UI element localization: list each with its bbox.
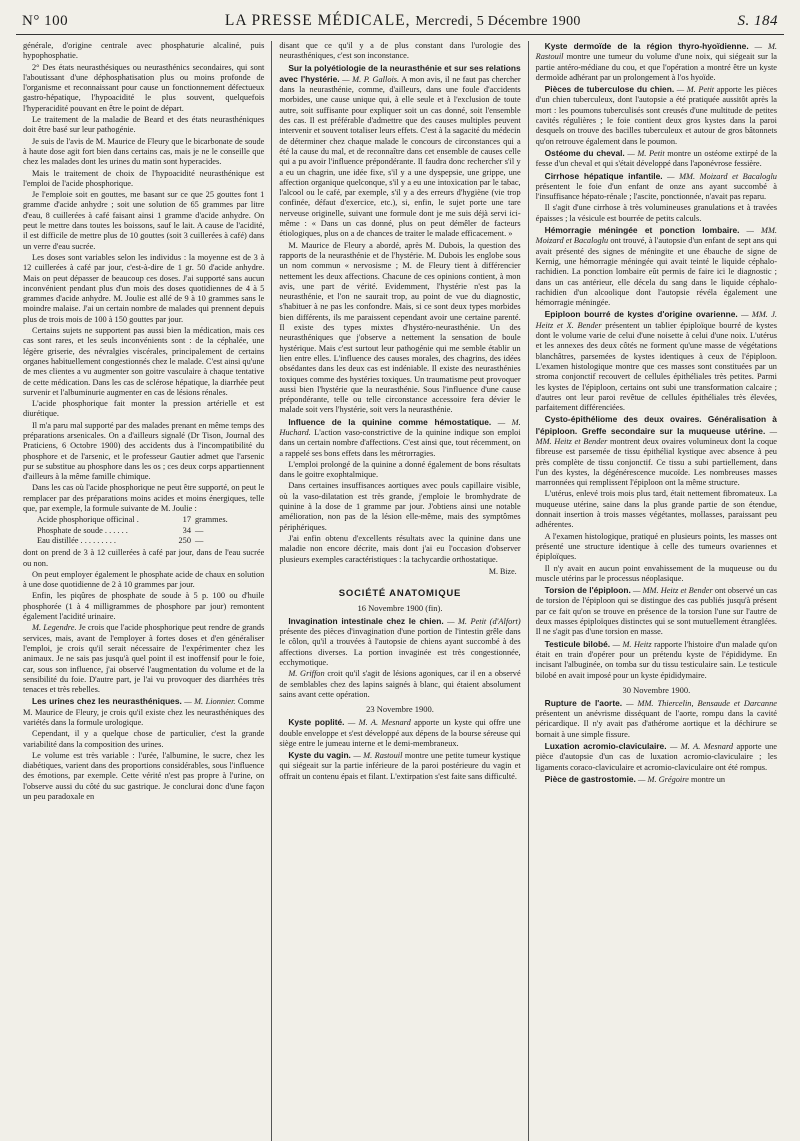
report-title: Rupture de l'aorte. bbox=[544, 697, 623, 708]
author: — M. Petit bbox=[676, 85, 715, 95]
paragraph: Ostéome du cheval. — M. Petit montre un ostéome extirpé de la fesse d'un cheval et qui s'était développé dans l'aponévrose fessière. bbox=[535, 147, 777, 169]
column-2 bbox=[271, 41, 527, 1141]
paragraph: Kyste poplité. — M. A. Mesnard apporte un kyste qui offre une double enveloppe et s'est développé aux dépens de la bourse séreuse qui siège entre le jumeau interne et le demi-membraneux. bbox=[279, 717, 521, 748]
author: — M. Petit (d'Alfort) bbox=[447, 616, 521, 626]
session-date: 16 Novembre 1900 (fin). bbox=[357, 602, 443, 613]
paragraph: Le volume est très variable : l'urée, l'albumine, le sucre, chez les diabétiques, varient dans des proportions considérables, sous l'influence des émotions, par exemple. Cette vérité n'est pas propre à l'urine, on l'observe aussi du côté du suc gastrique. Je conclurai donc d'une façon un peu paradoxale en bbox=[23, 750, 265, 802]
paragraph: L'utérus, enlevé trois mois plus tard, était nettement fibromateux. La muqueuse utérine, saine dans la plus grande partie de son étendue, donnait insertion à trois masses végétantes, mollasses, paraissant peu adhérentes. bbox=[535, 489, 777, 530]
paragraph: Sur la polyétiologie de la neurasthénie et sur ses relations avec l'hystérie. — M. P. Gallois. A mon avis, il ne faut pas chercher dans la neurasthénie, comme, d'ailleurs, dans une foule d'accidents morbides, une cause unique qui, à elle seule et à l'exclusion de toute autre, soit suffisante pour expliquer soit un cas donné, soit l'ensemble des cas. Il est préférable d'admettre que des causes multiples peuvent intervenir et souvent totaliser leurs effets. C'est à la sagacité du médecin de déterminer chez chaque malade le concours de circonstances qui a été la cause du mal, et de reconnaître dans cet ensemble de causes celle qui a pu avoir l'influence prépondérante. Il faudra donc rechercher s'il y a eu un chagrin, une idée fixe, s'il y a une dyspepsie, une grippe, une affection organique quelconque, s'il y a eu une intoxication par le tabac, l'alcool ou le café, par exemple, s'il y a des erreurs d'hygiène (vie trop confinée, défaut d'exercice, etc.), si, enfin, le sujet porte une tare nerveuse originelle, suivant une formule dont je me suis déjà servi ici-même : « Dans un cas donné, plus on peut démêler de facteurs étiologiques, plus on a de chances de traiter le malade efficacement. » bbox=[279, 62, 521, 239]
paragraph: Cysto-épithéliome des deux ovaires. Généralisation à l'épiploon. Greffe secondaire sur la muqueuse utérine. — MM. Heitz et Bender montrent deux ovaires volumineux dont la coque fibreuse est parsemée de tissu épithélial kystique avec absence à peu près complète de tissu conjonctif. Ce tissu a subi partiellement, dans l'un des kystes, la dégénérescence mucoïde. Les nombreuses masses marronnées qui remplissent l'épiploon ont la même structure. bbox=[535, 414, 777, 488]
paragraph: 2° Des états neurasthésiques ou neurasthénics secondaires, qui sont l'aboutissant d'une déphosphatisation plus ou moins profonde de l'organisme et reconnaissant pour cause un fonctionnement défectueux gastro-hépatique, l'hypoacidité le plus souvent, quelquefois l'hyperacidité pouvant en être le point de départ. bbox=[23, 62, 265, 113]
report-title: Hémorragie méningée et ponction lombaire. bbox=[544, 225, 740, 236]
paragraph: Les urines chez les neurasthéniques. — M. Lionnier. Comme M. Maurice de Fleury, je crois qu'il existe chez les neurasthéniques des variétés dans la formule urologique. bbox=[23, 696, 265, 727]
paragraph: Testicule bilobé. — M. Heitz rapporte l'histoire d'un malade qu'on était en train d'opérer pour un prétendu kyste de l'épididyme. En incisant l'albuginée, on tomba sur du tissu testiculaire sain. Le testicule bilobé en avait imposé pour un kyste épididymaire. bbox=[535, 638, 777, 680]
formula-row: Phosphate de soude . . . . . . 34 — bbox=[37, 525, 204, 535]
paragraph: Luxation acromio-claviculaire. — M. A. Mesnard apporte une pièce d'autopsie d'un cas de luxation acromio-claviculaire ; les ligaments coraco-claviculaire et acromio-claviculaire ont été rompus. bbox=[535, 741, 777, 772]
paragraph: Rupture de l'aorte. — MM. Thiercelin, Bensaude et Darcanne présentent un anévrisme disséquant de l'aorte, rompu dans la cavité péricardique. Il n'y avait pas d'athérome aortique et la déchirure se bornait à une simple fissure. bbox=[535, 697, 777, 739]
author: — MM. Moizard et Bacaloglu bbox=[667, 171, 777, 181]
report-title: Epiploon bourré de kystes d'origine ovarienne. bbox=[544, 309, 738, 320]
author: — M. Petit bbox=[627, 148, 665, 158]
report-title: Pièce de gastrostomie. bbox=[544, 773, 636, 784]
author: — M. A. Mesnard bbox=[347, 718, 411, 728]
report-title: Cysto-épithéliome des deux ovaires. Généralisation à l'épiploon. Greffe secondaire sur la muqueuse utérine. bbox=[535, 414, 777, 436]
author: — MM. Moizard et Bacaloglu bbox=[535, 226, 777, 246]
author: — M. Heitz bbox=[612, 639, 652, 649]
paragraph: Certains sujets ne supportent pas aussi bien la médication, mais ces cas sont rares, et les seuls inconvénients sont : de la céphalée, une légère griserie, des névralgies viscérales, principalement de certains organes habituellement congestionnés chez le malade. C'est ainsi qu'une de mes clientes a vu augmenter son goitre vasculaire à chaque tentative de cette médication. Dans les cas de sclérose hépatique, la diarrhée peut survenir et l'albuminurie augmenter en cas de lésions rénales. bbox=[23, 326, 265, 397]
report-title: Invagination intestinale chez le chien. bbox=[288, 615, 444, 626]
paragraph: L'emploi prolongé de la quinine a donné également de bons résultats dans le goitre exophtalmique. bbox=[279, 459, 521, 480]
paragraph: Kyste du vagin. — M. Rastouil montre une petite tumeur kystique qui siégeait sur la partie inférieure de la paroi postérieure du vagin et offrait un contenu épais et filant. L'extirpation s'est faite sans difficulté. bbox=[279, 750, 521, 781]
paragraph: Pièces de tuberculose du chien. — M. Petit apporte les pièces d'un chien tuberculeux, dont l'autopsie a été pratiquée aussitôt après la mort : les poumons tuberculisés sont creusés d'une multitude de petites cavités régulières ; le foie contient deux gros kystes dans la paroi desquels on trouve des bacilles tuberculeux et autour de gros bâtonnets qu'on retrouve également dans le poumon. bbox=[535, 84, 777, 146]
formula-row: Eau distillée . . . . . . . . . 250 — bbox=[37, 535, 204, 545]
report-title: Kyste du vagin. bbox=[288, 750, 351, 761]
paragraph: A l'examen histologique, pratiqué en plusieurs points, les masses ont présenté une structure identique à celle des tumeurs ovariennes et épiploïques. bbox=[535, 531, 777, 562]
report-title: Sur la polyétiologie de la neurasthénie et sur ses relations avec l'hystérie. bbox=[279, 62, 521, 84]
report-title: Influence de la quinine comme hémostatique. bbox=[288, 416, 492, 427]
author: — MM. J. Heitz et X. Bender bbox=[535, 310, 777, 330]
section-title: SOCIÉTÉ ANATOMIQUE bbox=[338, 587, 462, 599]
paragraph: Invagination intestinale chez le chien. — M. Petit (d'Alfort) présente des pièces d'invagination d'une portion de l'intestin grêle dans le côlon, qu'il a trouvées à l'autopsie de chiens ayant succombé à des affections diverses. La portion invaginée est très congestionnée, ecchymotique. bbox=[279, 615, 521, 668]
paragraph: Dans certaines insuffisances aortiques avec pouls capillaire visible, où la vaso-dilatation est très grande, j'emploie le bromhydrate de quinine à la dose de 1 gramme par jour. J'obtiens ainsi une notable amélioration, non pas de la lésion elle-même, mais des symptômes périphériques. bbox=[279, 481, 521, 532]
paragraph: Hémorragie méningée et ponction lombaire. — MM. Moizard et Bacaloglu ont trouvé, à l'autopsie d'un enfant de sept ans qui avait présenté des signes de méningite et une ébauche de signe de Kernig, une hémorragie méningée qui avait teinté le liquide céphalo-rachidien. La ponction lombaire eût permis de faire ici le diagnostic ; dans un cas antérieur, elle décela du sang dans le liquide céphalo-rachidien d'un alcoolique dont l'autopsie révéla également une hémorragie méningée. bbox=[535, 225, 777, 308]
paragraph: Je l'emploie soit en gouttes, me basant sur ce que 25 gouttes font 1 gramme d'acide anhydre ; soit une solution de 65 grammes par litre d'eau, 8 cuillerées à café faisant ainsi 1 gramme d'acide anhydre. On peut le mettre dans toutes les boissons, sauf le lait. A cause de l'acidité, il est difficile de mettre plus de 10 gouttes (soit 3 cuillerées à café) dans un verre d'eau sucrée. bbox=[23, 190, 265, 251]
author: — M. Grégoire bbox=[637, 774, 689, 784]
formula bbox=[37, 515, 264, 546]
paragraph: Il s'agit d'une cirrhose à très volumineuses granulations et à travées épaisses ; la vésicule est bourrée de petits calculs. bbox=[535, 203, 777, 223]
paragraph: Torsion de l'épiploon. — MM. Heitz et Bender ont observé un cas de torsion de l'épiploon qui se distingue des cas publiés jusqu'à présent par ce fait qu'on se trouve en présence de la torsion l'une sur l'autre de deux masses épiploïques distinctes qui se sont mutuellement étranglées. Il ne s'agit pas d'une torsion en masse. bbox=[535, 585, 777, 637]
session-date: 23 Novembre 1900. bbox=[366, 704, 434, 715]
paragraph: Il n'y avait en aucun point envahissement de la muqueuse ou du muscle utérins par le processus néoplasique. bbox=[535, 563, 777, 583]
paragraph: Cirrhose hépatique infantile. — MM. Moizard et Bacaloglu présentent le foie d'un enfant de onze ans ayant succombé à l'insuffisance hépato-rénale ; l'ascite, ponctionnée, n'avait pas reparu. bbox=[535, 170, 777, 202]
paragraph: Les doses sont variables selon les individus : la moyenne est de 3 à 12 cuillerées à café par jour, c'est-à-dire de 1 gr. 50 d'acide anhydre. Mais on peut dépasser de beaucoup ces doses. J'ai supporté sans aucun inconvénient pendant plus d'un mois des doses quotidiennes de 4 à 5 grammes d'acide anhydre. M. Joulie est allé de 9 à 10 grammes sans le moindre malaise. J'ai un certain nombre de malades qui prennent depuis plus de trois mois de 100 à 150 gouttes par jour. bbox=[23, 252, 265, 324]
columns bbox=[16, 41, 784, 1141]
paragraph: Epiploon bourré de kystes d'origine ovarienne. — MM. J. Heitz et X. Bender présentent un tablier épiploïque bourré de kystes dont le volume varie de celui d'une noisette à celui d'une noix. L'utérus et les annexes des deux côtés ne forment qu'une masse de végétations blanchâtres, parsemées de kystes identiques à ceux de l'épiploon. L'examen histologique montre que ces masses sont constituées par un stroma conjonctif recouvert de cellules épithéliales très petites. Parmi les kystes de l'épiploon, certains ont subi une transformation calcaire ; d'autres ont leur paroi revêtue de cellules épithéliales très élevées, parfaitement différenciées. bbox=[535, 309, 777, 413]
paragraph: M. Legendre. Je crois que l'acide phosphorique peut rendre de grands services, mais, avant de l'employer à fortes doses et d'en généraliser l'emploi, je crois qu'il serait nécessaire de l'expérimenter chez les animaux. Je ne sais pas jusqu'à quel point il est inoffensif pour le foie, car, sous son influence, j'ai observé l'augmentation du volume et de la sensibilité du foie. D'autre part, je l'ai vu provoquer des diarrhées très tenaces et très rebelles. bbox=[23, 623, 265, 695]
paragraph: disant que ce qu'il y a de plus constant dans l'urologie des neurasthéniques, c'est son inconstance. bbox=[279, 41, 521, 61]
paragraph: Le traitement de la maladie de Beard et des états neurasthéniques doit être basé sur leur pathogénie. bbox=[23, 115, 265, 135]
issue-number: N° 100 bbox=[22, 13, 69, 29]
formula-row: Acide phosphorique officinal . 17 grammes. bbox=[37, 515, 228, 525]
paragraph: Pièce de gastrostomie. — M. Grégoire montre un bbox=[544, 773, 726, 784]
column-1 bbox=[16, 41, 271, 1141]
paragraph: Kyste dermoïde de la région thyro-hyoïdienne. — M. Rastouil montre une tumeur du volume d'une noix, qui siégeait sur la partie antéro-médiane du cou, et que l'opération a montré être un kyste dermoïde adhérant par un prolongement à l'os hyoïde. bbox=[535, 41, 777, 82]
author: — M. Lionnier. bbox=[184, 697, 236, 707]
author: — M. A. Mesnard bbox=[669, 742, 734, 751]
paragraph: Influence de la quinine comme hémostatique. — M. Huchard. L'action vaso-constrictive de la quinine indique son emploi dans un certain nombre d'affections. C'est ainsi que, tout récemment, on a rappelé ses bons effets dans les métrorragies. bbox=[279, 416, 521, 458]
report-title: Luxation acromio-claviculaire. bbox=[544, 741, 667, 751]
author: — MM. Heitz et Bender bbox=[633, 586, 713, 596]
report-title: Pièces de tuberculose du chien. bbox=[544, 84, 675, 95]
session-date: 30 Novembre 1900. bbox=[622, 684, 691, 695]
report-title: Les urines chez les neurasthéniques. bbox=[32, 696, 182, 707]
paragraph: dont on prend de 3 à 12 cuillerées à café par jour, dans de l'eau sucrée ou non. bbox=[23, 548, 265, 568]
author: — M. Rastouil bbox=[535, 42, 777, 62]
journal-title: LA PRESSE MÉDICALE, Mercredi, 5 Décembre 1900 bbox=[224, 12, 581, 29]
report-title: Kyste poplité. bbox=[288, 717, 345, 728]
page-number: S. 184 bbox=[737, 13, 778, 29]
paragraph: L'acide phosphorique fait monter la pression artérielle et est diurétique. bbox=[23, 399, 265, 419]
author: — M. Rastouil bbox=[353, 751, 403, 761]
report-title: Cirrhose hépatique infantile. bbox=[544, 170, 663, 181]
paragraph: M. Griffon croit qu'il s'agit de lésions agoniques, car il en a observé de semblables chez des lapins saignés à blanc, qui étaient absolument sains avant cette opération. bbox=[279, 669, 521, 699]
paragraph: Enfin, les piqûres de phosphate de soude à 5 p. 100 ou d'huile phosphorée (1 à 4 milligrammes de phosphore par jour) remontent également l'acidité urinaire. bbox=[23, 591, 265, 622]
paragraph: Cependant, il y a quelque chose de particulier, c'est la grande variabilité dans la composition des urines. bbox=[23, 729, 265, 749]
author: — MM. Thiercelin, Bensaude et Darcanne bbox=[626, 698, 777, 708]
author: — M. Huchard. bbox=[279, 417, 521, 437]
paragraph: J'ai enfin obtenu d'excellents résultats avec la quinine dans une maladie non encore décrite, mais dont j'ai eu l'occasion d'observer plusieurs exemples caractéristiques : la tachycardie orthostatique. bbox=[279, 533, 521, 564]
author: — M. P. Gallois. bbox=[342, 74, 400, 84]
report-title: Torsion de l'épiploon. bbox=[544, 585, 631, 596]
issue-date: Mercredi, 5 Décembre 1900 bbox=[415, 14, 581, 29]
author: M. Griffon bbox=[288, 669, 325, 679]
report-title: Kyste dermoïde de la région thyro-hyoïdienne. bbox=[544, 41, 749, 51]
paragraph: Je suis de l'avis de M. Maurice de Fleury que le bicarbonate de soude à haute dose agit fort bien dans certains cas, mais je ne le conseille que chez les malades dont les urines du matin sont hyperacides. bbox=[23, 136, 265, 167]
report-title: Testicule bilobé. bbox=[544, 638, 611, 649]
paragraph: M. Maurice de Fleury a abordé, après M. Dubois, la question des rapports de la neurasthénie et de l'hystérie. M. Dubois les englobe sous un nom commun « nervosisme ; M. de Fleury tient à différencier nettement les deux affections. Chacune de ces opinions contient, à mon avis, une part de vérité. Evidemment, l'hystérie n'est pas la neurasthénie, et l'on ne saurait trop, au point de vue du diagnostic, s'habituer à ne pas les confondre. Mais, si ce sont deux types morbides bien différents, ils me paraissent cependant avoir une certaine parenté. Il existe des types mixtes d'hystéro-neurasthénie. Un des neurasthéniques que j'observe a nettement la sensation de boule hystérique. Mais c'est surtout leur pathogénie qui me semble établir un lien entre elles. L'influence des causes morales, des chagrins, des idées obsédantes dans les deux cas est indéniable. Il existe des neurasthénies toxiques comme des hystéries toxiques. Un traumatisme peut provoquer aussi bien l'hystérie que la neurasthénie. Sous l'influence d'une cause prépondérante, telle ou telle circonstance accessoire fera dévier le malade soit vers l'hystérie, soit vers la neurasthénie. bbox=[279, 240, 521, 415]
paragraph: Dans les cas où l'acide phosphorique ne peut être supporté, on peut le remplacer par des préparations moins acides et moins énergiques, telle que, par exemple, la formule suivante de M. Joulie : bbox=[23, 483, 265, 514]
page-header bbox=[16, 12, 784, 35]
paragraph: Mais le traitement de choix de l'hypoacidité neurasthénique est l'emploi de l'acide phosphorique. bbox=[23, 168, 265, 188]
report-title: Ostéome du cheval. bbox=[544, 147, 625, 158]
author: — MM. Heitz et Bender bbox=[535, 426, 777, 446]
paragraph: générale, d'origine centrale avec phosphaturie alcaliné, puis hypophosphatie. bbox=[23, 41, 265, 61]
author: M. Legendre. bbox=[32, 623, 77, 633]
column-3 bbox=[528, 41, 784, 1141]
signature: M. Bize. bbox=[488, 566, 517, 576]
paragraph: On peut employer également le phosphate acide de chaux en solution à une dose quotidienne de 2 à 10 grammes par jour. bbox=[23, 569, 265, 590]
paragraph: Il m'a paru mal supporté par des malades prenant en même temps des préparations arsenicales. On a d'ailleurs signalé (Dr Tison, Journal des Praticiens, 6 Octobre 1900) des accidents dus à l'incompatibilité du phosphore et de l'arsenic, et le professeur Gautier admet que l'arsenic pur se substitue au phosphore dans les os ; ces deux corps appartiennent d'ailleurs à la même famille chimique. bbox=[23, 420, 265, 482]
